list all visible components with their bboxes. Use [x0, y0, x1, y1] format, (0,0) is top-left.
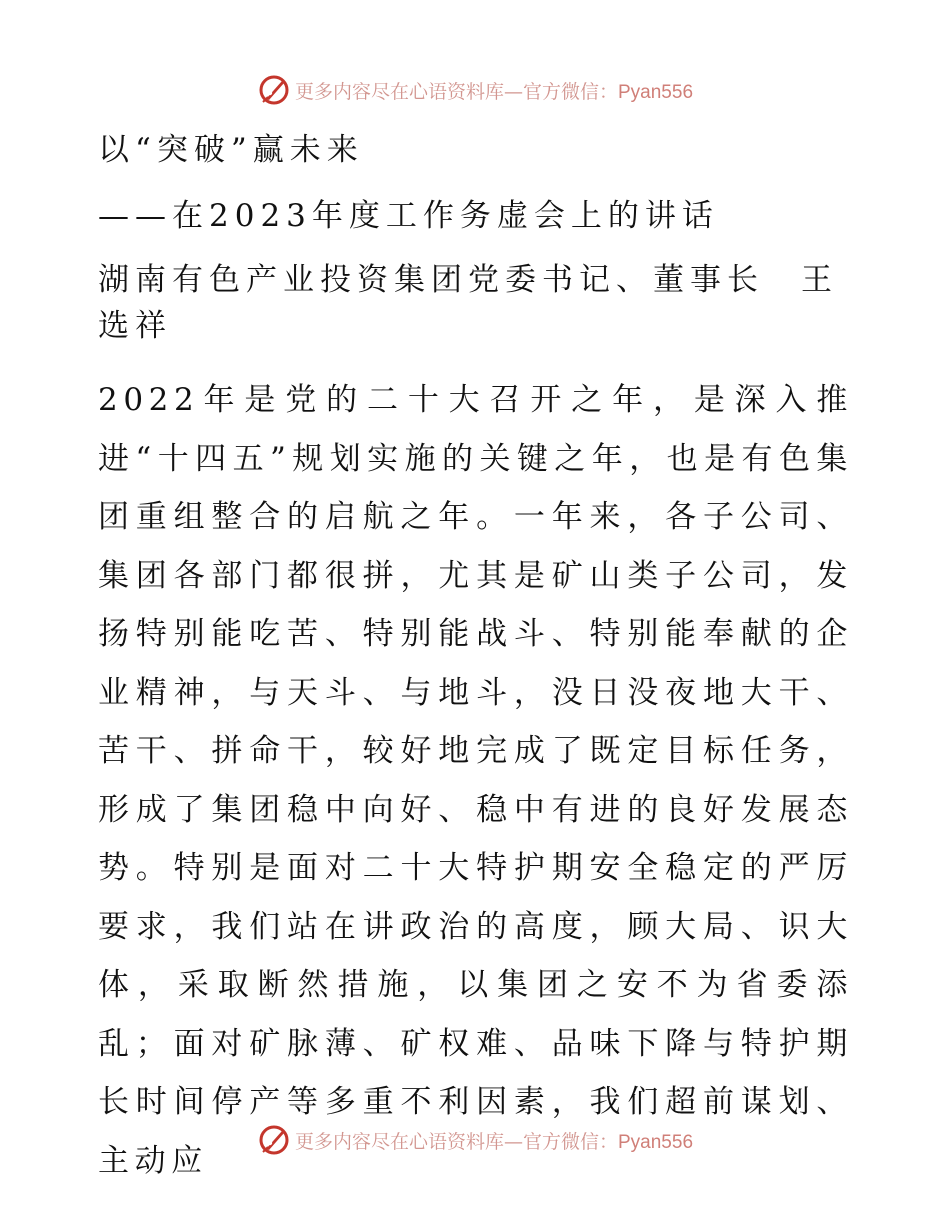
watermark-header — [0, 70, 950, 110]
watermark-text: 更多内容尽在心语资料库—官方微信： — [294, 80, 618, 103]
watermark-text: 更多内容尽在心语资料库—官方微信： — [294, 1130, 618, 1153]
red-quill-logo-icon — [257, 1123, 291, 1157]
watermark-id: Pyan556 — [618, 81, 694, 103]
red-quill-logo-icon — [257, 73, 291, 107]
document-author: 湖南有色产业投资集团党委书记、董事长 王选祥 — [98, 262, 838, 344]
watermark-footer — [0, 1120, 950, 1160]
document-subtitle: ——在2023年度工作务虚会上的讲话 — [98, 198, 719, 234]
document-body — [98, 125, 853, 1221]
document-title: 以“突破”赢未来 — [98, 132, 364, 168]
body-paragraph: 2022年是党的二十大召开之年，是深入推进“十四五”规划实施的关键之年，也是有色集团重组整合的启航之年。一年来，各子公司、集团各部门都很拼，尤其是矿山类子公司，发扬特别能吃苦、特别能战斗、特别能奉献的企业精神，与天斗、与地斗，没日没夜地大干、苦干、拼命干，较好地完成了既定目标任务，形成了集团稳中向好、稳中有进的良好发展态势。特别是面对二十大特护期安全稳定的严厉要求，我们站在讲政治的高度，顾大局、识大体，采取断然措施，以集团之安不为省委添乱；面对矿脉薄、矿权难、品味下降与特护期长时间停产等多重不利因素，我们超前谋划、主动应 — [98, 382, 853, 1179]
watermark-id: Pyan556 — [618, 1131, 694, 1153]
